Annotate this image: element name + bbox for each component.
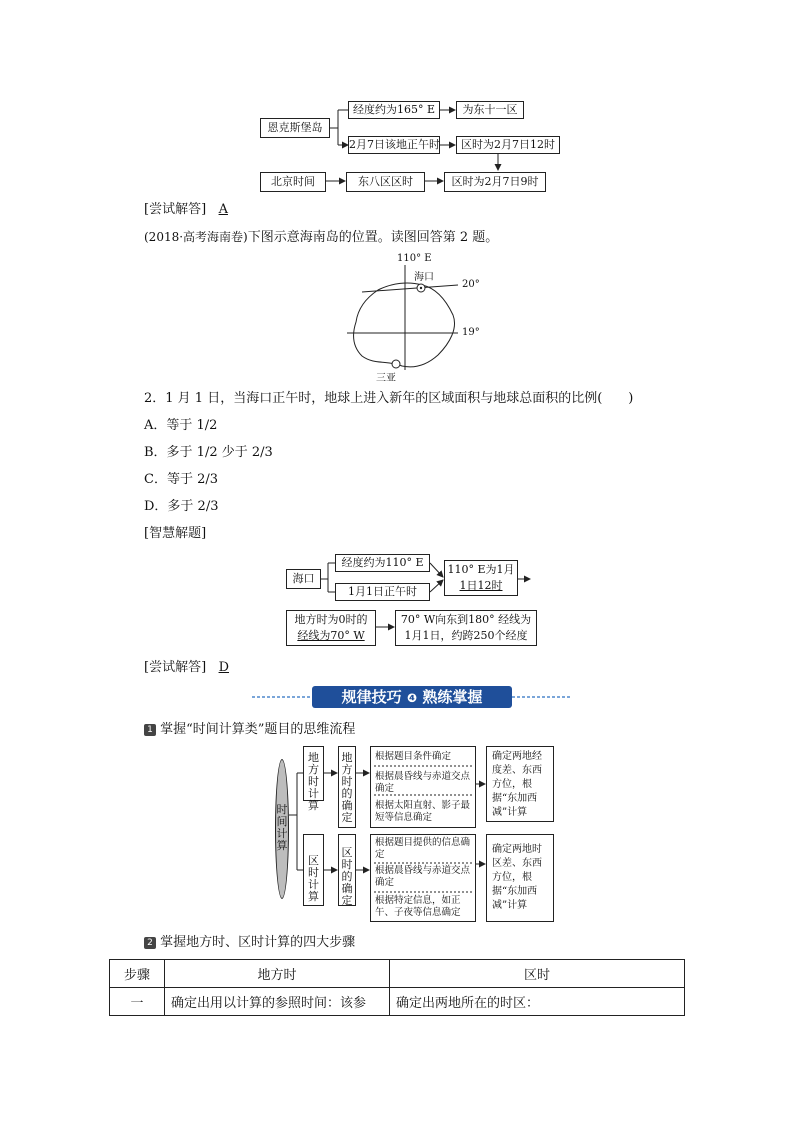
option-a: A．等于 1/2 (144, 418, 218, 433)
flow2-span-line2: 1月1日，约跨250个经度 (404, 629, 528, 642)
section1-num: 1 (144, 724, 156, 736)
section2-num: 2 (144, 937, 156, 949)
section2-heading (144, 934, 355, 952)
steps-table (109, 959, 685, 1016)
flow3-local: 地方时计算 (303, 746, 324, 801)
table-header-step: 步骤 (110, 960, 165, 988)
map-haikou: 海口 (414, 272, 434, 283)
map-lat20: 20° (462, 279, 480, 290)
local-item-1: 根据题目条件确定 (375, 751, 452, 762)
table-row (110, 988, 685, 1016)
flow2-local0-line1: 地方时为0时的 (294, 613, 368, 626)
answer1 (144, 201, 228, 219)
question-source: (2018·高考海南卷) (144, 230, 248, 244)
map-lat19: 19° (462, 327, 480, 338)
banner-right: 熟练掌握 (422, 688, 483, 706)
flow2-local0 (286, 610, 376, 646)
question-text: 2．1 月 1 日，当海口正午时，地球上进入新年的区域面积与地球总面积的比例( ) (144, 391, 634, 406)
banner-num: ❹ (406, 691, 418, 705)
answer2 (144, 659, 229, 677)
flow1-noon: 2月7日该地正午时 (348, 136, 440, 154)
flow1-zonetime: 区时为2月7日12时 (456, 136, 560, 154)
flow2-span (395, 610, 537, 646)
table-cell-step: 一 (110, 988, 165, 1016)
flow3-zone-items (370, 834, 476, 922)
table-cell-zone: 确定出两地所在的时区： (390, 988, 685, 1016)
flow2-haikou: 海口 (286, 569, 321, 589)
flow3-root: 时间计算 (275, 759, 289, 899)
flow3-local-det: 地方时的确定 (338, 746, 356, 828)
zone-item-3: 根据特定信息，如正午、子夜等信息确定 (375, 895, 461, 918)
flow1-beijing: 北京时间 (260, 172, 326, 192)
section-banner (312, 686, 512, 708)
flow3-local-result: 确定两地经度差、东西方位，根据“东加西减”计算 (486, 746, 554, 822)
flow3-local-items (370, 746, 476, 828)
zone-item-2: 根据晨昏线与赤道交点确定 (375, 865, 471, 888)
wisdom-label: [智慧解题] (144, 526, 207, 541)
flow3-zone: 区时计算 (303, 834, 324, 906)
flow2-local0-line2: 经线为70° W (297, 629, 365, 642)
flow2-span-line1: 70° W向东到180° 经线为 (400, 613, 532, 626)
option-b: B．多于 1/2 少于 2/3 (144, 445, 273, 460)
flow1-east8: 东八区区时 (346, 172, 425, 192)
answer1-label: [尝试解答] (144, 202, 207, 217)
flow3-zone-det: 区时的确定 (338, 834, 356, 906)
flow2-result-line1: 110° E为1月 (447, 563, 515, 576)
table-header-zone: 区时 (390, 960, 685, 988)
flow2-result-line2: 1日12时 (459, 579, 503, 592)
map-sanya: 三亚 (376, 373, 396, 384)
flow3-zone-result: 确定两地时区差、东西方位，根据“东加西减”计算 (486, 834, 554, 922)
section2-title: 掌握地方时、区时计算的四大步骤 (160, 935, 356, 950)
answer2-label: [尝试解答] (144, 660, 207, 675)
section1-title: 掌握“时间计算类”题目的思维流程 (160, 722, 356, 737)
map-lon-label: 110° E (397, 253, 432, 264)
table-cell-local: 确定出用以计算的参照时间：该参 (165, 988, 390, 1016)
table-header-row (110, 960, 685, 988)
question-intro (144, 228, 498, 247)
flow1-zone11: 为东十一区 (456, 101, 524, 119)
flow2-result (444, 560, 518, 596)
local-item-3: 根据太阳直射、影子最短等信息确定 (375, 800, 471, 823)
local-item-2: 根据晨昏线与赤道交点确定 (375, 771, 471, 794)
table-header-local: 地方时 (165, 960, 390, 988)
flow1-lon: 经度约为165° E (348, 101, 440, 119)
answer1-value: A (218, 202, 228, 217)
flow1-island: 恩克斯堡岛 (260, 118, 330, 138)
option-c: C．等于 2/3 (144, 472, 219, 487)
zone-item-1: 根据题目提供的信息确定 (375, 837, 471, 860)
question-intro-text: 下图示意海南岛的位置。读图回答第 2 题。 (247, 230, 499, 245)
banner-left: 规律技巧 (341, 688, 402, 706)
flow2-lon: 经度约为110° E (335, 554, 430, 572)
answer2-value: D (218, 660, 229, 675)
flow2-noon: 1月1日正午时 (335, 583, 430, 601)
option-d: D．多于 2/3 (144, 499, 219, 514)
flow1-result: 区时为2月7日9时 (444, 172, 546, 192)
section1-heading (144, 721, 355, 739)
